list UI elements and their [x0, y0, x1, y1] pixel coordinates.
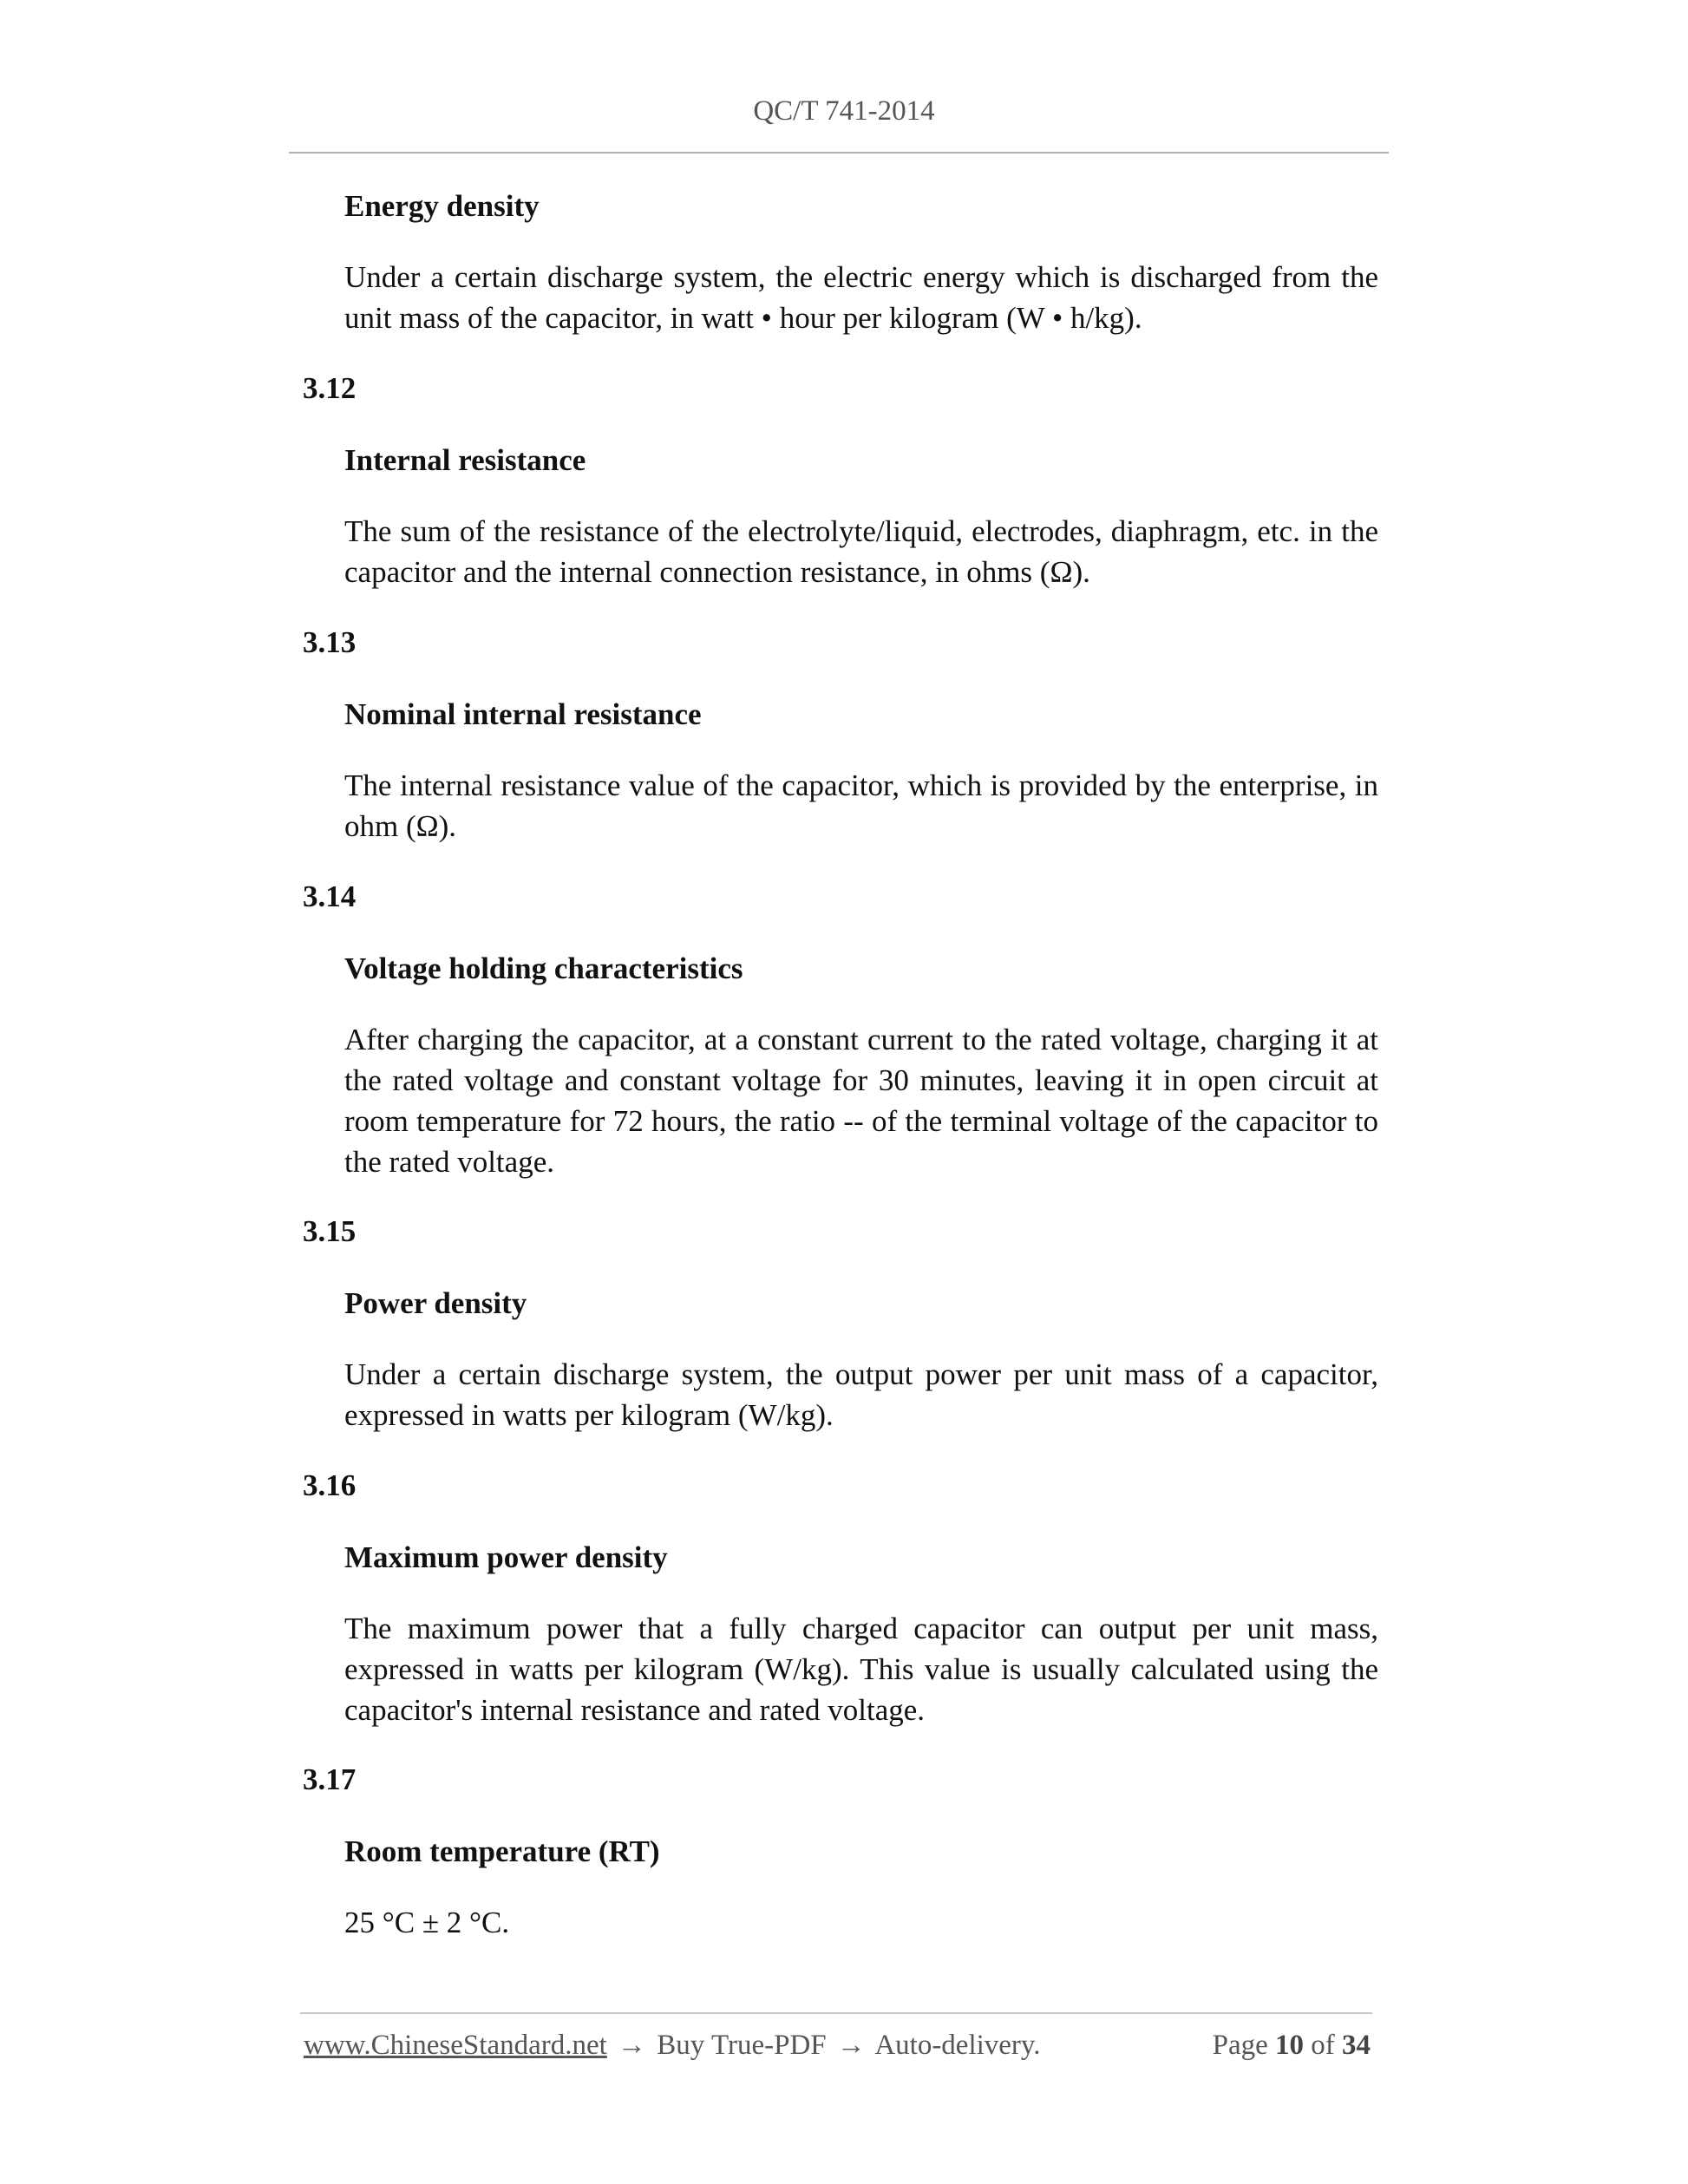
chinese-standard-link[interactable]: www.ChineseStandard.net — [304, 2030, 607, 2061]
term-title-voltage-holding-characteristics: Voltage holding characteristics — [344, 951, 743, 985]
footer-promo — [304, 2030, 1041, 2062]
term-title-nominal-internal-resistance: Nominal internal resistance — [344, 697, 702, 731]
page-footer — [304, 2030, 1371, 2068]
term-title-power-density: Power density — [344, 1286, 527, 1320]
total-pages: 34 — [1342, 2030, 1371, 2061]
document-code-header: QC/T 741-2014 — [753, 95, 935, 127]
footer-divider — [300, 2012, 1372, 2014]
term-definition-power-density: Under a certain discharge system, the output power per unit mass of a capacitor, expressed in watts per kilogram (W/kg). — [344, 1357, 1378, 1432]
section-number-3-12: 3.12 — [303, 371, 357, 405]
section-number-3-17: 3.17 — [303, 1762, 357, 1796]
of-label: of — [1311, 2030, 1335, 2061]
right-arrow-icon: → — [836, 2030, 866, 2061]
right-arrow-icon: → — [618, 2030, 647, 2061]
page-indicator — [1213, 2030, 1371, 2062]
current-page-number: 10 — [1275, 2030, 1304, 2061]
term-definition-room-temperature: 25 °C ± 2 °C. — [344, 1906, 510, 1939]
section-number-3-13: 3.13 — [303, 625, 357, 659]
term-title-internal-resistance: Internal resistance — [344, 443, 586, 477]
term-title-energy-density: Energy density — [344, 189, 540, 223]
auto-delivery-text: Auto-delivery. — [874, 2030, 1041, 2061]
section-number-3-15: 3.15 — [303, 1214, 357, 1248]
section-number-3-14: 3.14 — [303, 879, 357, 913]
term-definition-internal-resistance: The sum of the resistance of the electrolyte/liquid, electrodes, diaphragm, etc. in the capacitor and the internal connection resistance, in ohms (Ω). — [344, 514, 1378, 589]
page-label: Page — [1212, 2030, 1268, 2061]
buy-true-pdf-text: Buy True-PDF — [657, 2030, 827, 2061]
term-definition-energy-density: Under a certain discharge system, the electric energy which is discharged from the unit mass of the capacitor, in watt • hour per kilogram (W • h/kg). — [344, 260, 1378, 335]
term-title-room-temperature: Room temperature (RT) — [344, 1834, 660, 1868]
term-definition-maximum-power-density: The maximum power that a fully charged capacitor can output per unit mass, expressed in watts per kilogram (W/kg). This value is usually calculated using the capacitor's internal resistance and rated voltage. — [344, 1612, 1378, 1727]
term-title-maximum-power-density: Maximum power density — [344, 1540, 668, 1574]
term-definition-voltage-holding-characteristics: After charging the capacitor, at a constant current to the rated voltage, charging it at the rated voltage and constant voltage for 30 minutes, leaving it in open circuit at room temperature for 72 hours, the ratio -- of the terminal voltage of the capacitor to the rated voltage. — [344, 1023, 1378, 1179]
header-divider — [289, 152, 1389, 154]
section-number-3-16: 3.16 — [303, 1468, 357, 1502]
term-definition-nominal-internal-resistance: The internal resistance value of the capacitor, which is provided by the enterprise, in ohm (Ω). — [344, 768, 1378, 843]
